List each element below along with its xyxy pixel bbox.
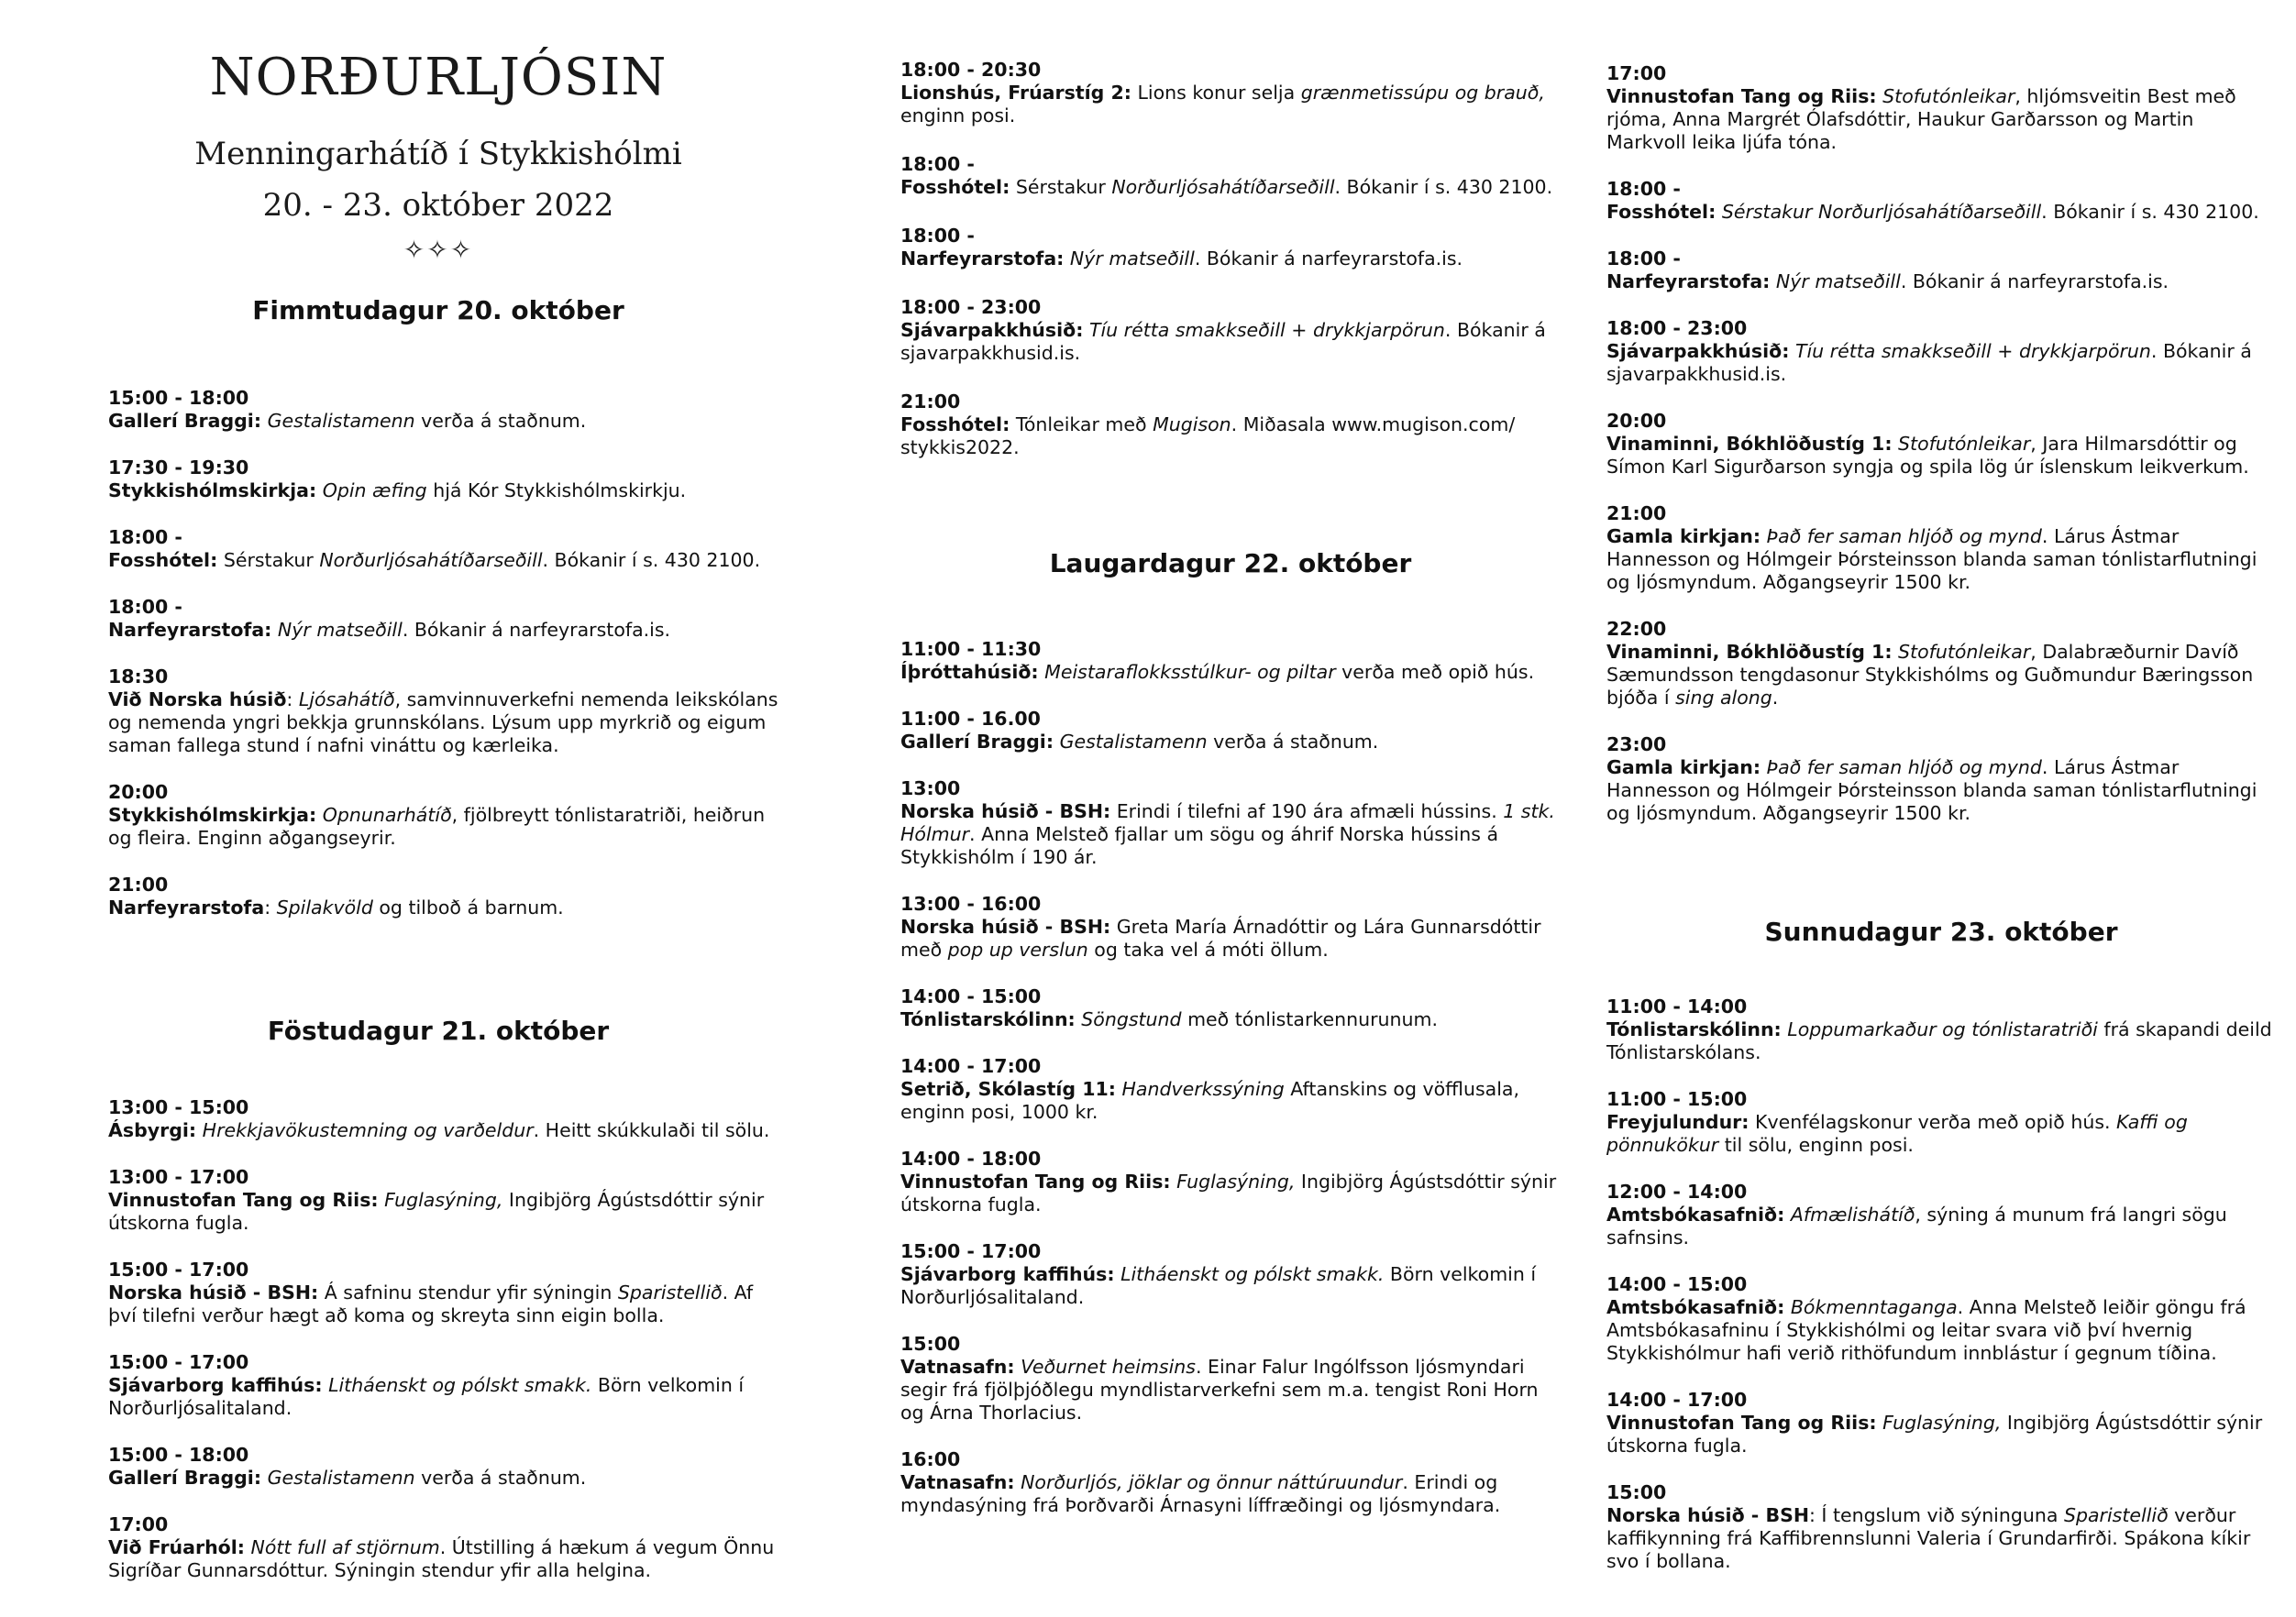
event-place: Íþróttahúsið: <box>900 661 1039 683</box>
event-text: . Anna Melsteð leiðir göngu frá Amtsbókasafninu í Stykkishólmi og leitar svara við því hvernig Stykkishólmur hafi verið rithöfundum innblástur í gegnum tíðina. <box>1606 1296 2246 1364</box>
event-place: Narfeyrarstofa <box>108 896 265 918</box>
event-text: . Bókanir á sjavarpakkhusid.is. <box>900 319 1546 364</box>
event-highlight: Tíu rétta smakkseðill + drykkjarpörun <box>1088 319 1445 341</box>
event-item <box>900 1240 1561 1309</box>
event-item <box>108 596 787 642</box>
event-time: 13:00 - 16:00 <box>900 893 1042 915</box>
event-place: Stykkishólmskirkja: <box>108 479 317 501</box>
event-time: 23:00 <box>1606 733 1667 755</box>
event-highlight: Tíu rétta smakkseðill + drykkjarpörun <box>1794 340 2151 362</box>
event-time: 17:00 <box>108 1513 169 1535</box>
event-item <box>108 1259 787 1327</box>
event-text: verður kaffikynning frá Kaffibrennslunni Valeria í Grundarfirði. Spákona kíkir svo í bollana. <box>1606 1504 2251 1572</box>
event-item <box>108 456 787 502</box>
event-highlight: Veðurnet heimsins <box>1021 1356 1196 1378</box>
event-text: Börn velkomin í Norðurljósalitaland. <box>900 1263 1537 1308</box>
event-highlight: Stofutónleikar <box>1898 641 2031 663</box>
event-highlight: Það fer saman hljóð og mynd <box>1766 525 2042 547</box>
event-highlight: Meistaraflokksstúlkur- og piltar <box>1044 661 1336 683</box>
event-list-friday-b <box>900 59 1561 459</box>
event-item <box>900 225 1561 270</box>
event-time: 11:00 - 14:00 <box>1606 996 1748 1018</box>
event-place: Amtsbókasafnið: <box>1606 1204 1785 1226</box>
event-highlight: 1 stk. Hólmur <box>900 800 1555 845</box>
event-text: . Bókanir á narfeyrarstofa.is. <box>1900 270 2169 292</box>
event-highlight: Ljósahátíð <box>298 688 395 710</box>
event-text: , samvinnuverkefni nemenda leikskólans og nemenda yngri bekkja grunnskólans. Lýsum upp myrkrið og eigum saman fallega stund í nafni vináttu og kærleika. <box>108 688 778 756</box>
event-time: 21:00 <box>900 390 961 412</box>
event-text: Börn velkomin í Norðurljósalitaland. <box>108 1374 745 1419</box>
event-place: Amtsbókasafnið: <box>1606 1296 1785 1318</box>
event-time: 14:00 - 17:00 <box>1606 1389 1748 1411</box>
event-item <box>108 1513 787 1582</box>
event-item <box>108 1351 787 1420</box>
event-place: Sjávarpakkhúsið: <box>900 319 1084 341</box>
event-text: , Jara Hilmarsdóttir og Símon Karl Sigurðarson syngja og spila lög úr íslenskum leikverkum. <box>1606 433 2249 478</box>
event-place: Vinnustofan Tang og Riis: <box>900 1171 1171 1193</box>
event-item <box>108 781 787 850</box>
event-time: 14:00 - 18:00 <box>900 1148 1042 1170</box>
event-place: Gamla kirkjan: <box>1606 525 1761 547</box>
event-place: Norska húsið - BSH: <box>108 1282 319 1304</box>
event-highlight: Norðurljós, jöklar og önnur náttúruundur <box>1021 1471 1403 1493</box>
page-subtitle: Menningarhátíð í Stykkishólmi <box>194 136 682 172</box>
event-item <box>900 153 1561 199</box>
event-text: , Dalabræðurnir Davíð Sæmundsson tengdasonur Stykkishólms og Guðmundur Bæringsson bjóða í <box>1606 641 2254 709</box>
event-text: , fjölbreytt tónlistaratriði, heiðrun og fleira. Enginn aðgangseyrir. <box>108 804 766 849</box>
event-text: . Bókanir á sjavarpakkhusid.is. <box>1606 340 2252 385</box>
event-place: Vinnustofan Tang og Riis: <box>108 1189 379 1211</box>
event-item <box>1606 62 2276 154</box>
event-place: Fosshótel: <box>900 413 1010 435</box>
event-text: Lions konur selja <box>1137 82 1301 104</box>
event-highlight: Norðurljósahátíðarseðill <box>1111 176 1335 198</box>
event-text: : Í tengslum við sýninguna <box>1809 1504 2064 1526</box>
event-item <box>900 985 1561 1031</box>
event-text: til sölu, enginn posi. <box>1718 1134 1914 1156</box>
event-place: Ásbyrgi: <box>108 1119 197 1141</box>
event-time: 20:00 <box>108 781 169 803</box>
event-place: Gallerí Braggi: <box>108 1467 262 1489</box>
event-highlight: Loppumarkaður og tónlistaratriði <box>1787 1018 2098 1040</box>
event-place: Vinnustofan Tang og Riis: <box>1606 85 1877 107</box>
event-highlight: Sparistellið <box>617 1282 723 1304</box>
event-highlight: grænmetissúpu og brauð, <box>1300 82 1545 104</box>
event-highlight: Nýr matseðill <box>1069 248 1195 270</box>
event-place: Tónlistarskólinn: <box>900 1008 1076 1030</box>
event-item <box>900 1148 1561 1216</box>
event-text: , hljómsveitin Best með rjóma, Anna Margrét Ólafsdóttir, Haukur Garðarsson og Martin Markvoll leika ljúfa tóna. <box>1606 85 2236 153</box>
event-time: 15:00 - 17:00 <box>108 1351 249 1373</box>
event-time: 15:00 - 18:00 <box>108 1444 249 1466</box>
event-time: 18:00 - 23:00 <box>900 296 1042 318</box>
event-item <box>900 1055 1561 1124</box>
event-time: 17:00 <box>1606 62 1667 84</box>
event-item <box>108 874 787 919</box>
event-time: 13:00 - 17:00 <box>108 1166 249 1188</box>
event-place: Við Norska húsið <box>108 688 287 710</box>
event-text: . Lárus Ástmar Hannesson og Hólmgeir Þórsteinsson blanda saman tónlistarflutningi og ljósmyndum. Aðgangseyrir 1500 kr. <box>1606 756 2257 824</box>
event-time: 18:00 - 23:00 <box>1606 317 1748 339</box>
event-text: og tilboð á barnum. <box>372 896 564 918</box>
event-text: . Bókanir á narfeyrarstofa.is. <box>1194 248 1463 270</box>
event-highlight: Nýr matseðill <box>277 619 403 641</box>
event-time: 18:00 - <box>108 526 182 548</box>
event-text: Ingibjörg Ágústsdóttir sýnir útskorna fugla. <box>108 1189 765 1234</box>
event-text: verða með opið hús. <box>1335 661 1535 683</box>
event-time: 13:00 - 15:00 <box>108 1096 249 1118</box>
event-place: Vinaminni, Bókhlöðustíg 1: <box>1606 641 1893 663</box>
event-time: 18:00 - <box>900 225 975 247</box>
event-text: . Heitt skúkkulaði til sölu. <box>533 1119 770 1141</box>
event-place: Tónlistarskólinn: <box>1606 1018 1782 1040</box>
event-place: Gallerí Braggi: <box>900 731 1054 753</box>
event-time: 14:00 - 17:00 <box>900 1055 1042 1077</box>
event-text: verða á staðnum. <box>414 1467 587 1489</box>
event-place: Narfeyrarstofa: <box>900 248 1065 270</box>
event-highlight: Söngstund <box>1081 1008 1182 1030</box>
festival-dates: 20. - 23. október 2022 <box>262 187 614 224</box>
event-text: . Útstilling á hækum á vegum Önnu Sigríðar Gunnarsdóttur. Sýningin stendur yfir alla helgina. <box>108 1536 775 1581</box>
event-highlight: Opnunarhátíð <box>322 804 452 826</box>
event-time: 16:00 <box>900 1448 961 1470</box>
event-time: 14:00 - 15:00 <box>900 985 1042 1007</box>
event-highlight: Bókmenntaganga <box>1790 1296 1958 1318</box>
event-time: 18:00 - <box>1606 248 1681 270</box>
event-highlight: sing along <box>1675 687 1772 709</box>
event-time: 15:00 - 17:00 <box>108 1259 249 1281</box>
event-item <box>1606 996 2276 1064</box>
event-time: 11:00 - 11:30 <box>900 638 1042 660</box>
day-heading-sunday: Sunnudagur 23. október <box>1764 917 2118 947</box>
event-text: . Miðasala www.mugison.com/ stykkis2022. <box>900 413 1516 458</box>
event-text: Aftanskins og vöfflusala, enginn posi, 1000 kr. <box>900 1078 1520 1123</box>
day-heading-friday: Föstudagur 21. október <box>267 1016 610 1046</box>
event-place: Fosshótel: <box>1606 201 1716 223</box>
event-item <box>108 1166 787 1235</box>
event-text: , sýning á munum frá langri sögu safnsins. <box>1606 1204 2227 1248</box>
event-text: Greta María Árnadóttir og Lára Gunnarsdóttir með <box>900 916 1541 961</box>
event-place: Fosshótel: <box>108 549 218 571</box>
event-place: Vinnustofan Tang og Riis: <box>1606 1412 1877 1434</box>
event-time: 11:00 - 16.00 <box>900 708 1041 730</box>
event-text: Á safninu stendur yfir sýningin <box>324 1282 618 1304</box>
event-time: 18:00 - 20:30 <box>900 59 1042 81</box>
event-place: Sjávarborg kaffihús: <box>900 1263 1115 1285</box>
event-text: Kvenfélagskonur verða með opið hús. <box>1755 1111 2117 1133</box>
event-highlight: pop up verslun <box>947 939 1088 961</box>
event-item <box>1606 733 2276 825</box>
event-highlight: Afmælishátíð <box>1790 1204 1915 1226</box>
event-list-sunday <box>1606 996 2276 1573</box>
event-item <box>1606 1088 2276 1157</box>
event-item <box>1606 1181 2276 1249</box>
event-text: . Lárus Ástmar Hannesson og Hólmgeir Þórsteinsson blanda saman tónlistarflutningi og ljósmyndum. Aðgangseyrir 1500 kr. <box>1606 525 2257 593</box>
event-text: Ingibjörg Ágústsdóttir sýnir útskorna fugla. <box>900 1171 1557 1216</box>
event-highlight: Mugison <box>1153 413 1231 435</box>
event-highlight: Litháenskt og pólskt smakk. <box>328 1374 592 1396</box>
event-list-thursday <box>108 387 787 919</box>
event-item <box>900 59 1561 127</box>
event-time: 20:00 <box>1606 410 1667 432</box>
event-place: Freyjulundur: <box>1606 1111 1750 1133</box>
day-heading-thursday: Fimmtudagur 20. október <box>252 295 624 325</box>
event-place: Gallerí Braggi: <box>108 410 262 432</box>
event-text: Tónleikar með <box>1015 413 1154 435</box>
event-item <box>900 638 1561 684</box>
event-text: Erindi í tilefni af 190 ára afmæli hússins. <box>1116 800 1504 822</box>
event-item <box>900 1448 1561 1517</box>
event-list-saturday-a <box>900 638 1561 1517</box>
event-highlight: Litháenskt og pólskt smakk. <box>1120 1263 1385 1285</box>
event-item <box>1606 248 2276 293</box>
event-text: . <box>1772 687 1779 709</box>
event-highlight: Norðurljósahátíðarseðill <box>319 549 543 571</box>
event-time: 21:00 <box>1606 502 1667 524</box>
event-place: Sjávarborg kaffihús: <box>108 1374 323 1396</box>
event-text: : <box>286 688 299 710</box>
event-text: . Erindi og myndasýning frá Þorðvarði Árnasyni líffræðingi og ljósmyndara. <box>900 1471 1501 1516</box>
event-highlight: Opin æfing <box>322 479 427 501</box>
event-item <box>108 1096 787 1142</box>
event-time: 18:00 - <box>900 153 975 175</box>
event-highlight: Hrekkjavökustemning og varðeldur <box>202 1119 534 1141</box>
event-time: 15:00 <box>1606 1481 1667 1503</box>
event-highlight: Nýr matseðill <box>1775 270 1901 292</box>
event-place: Sjávarpakkhúsið: <box>1606 340 1790 362</box>
event-text: . Bókanir á narfeyrarstofa.is. <box>402 619 671 641</box>
event-place: Norska húsið - BSH: <box>900 800 1111 822</box>
event-item <box>1606 1389 2276 1458</box>
event-highlight: Fuglasýning, <box>1176 1171 1296 1193</box>
event-highlight: Gestalistamenn <box>1059 731 1208 753</box>
event-place: Narfeyrarstofa: <box>1606 270 1771 292</box>
event-highlight: Fuglasýning, <box>1882 1412 2002 1434</box>
event-item <box>108 666 787 757</box>
event-highlight: Stofutónleikar <box>1882 85 2015 107</box>
event-text: með tónlistarkennurunum. <box>1181 1008 1439 1030</box>
event-highlight: Gestalistamenn <box>267 1467 415 1489</box>
event-highlight: Það fer saman hljóð og mynd <box>1766 756 2042 778</box>
event-place: Norska húsið - BSH: <box>900 916 1111 938</box>
event-text: . Bókanir í s. 430 2100. <box>2041 201 2259 223</box>
event-item <box>1606 618 2276 710</box>
event-item <box>1606 1481 2276 1573</box>
event-text: Sérstakur <box>223 549 320 571</box>
event-highlight: Handverkssýning <box>1121 1078 1285 1100</box>
event-text: Sérstakur <box>1015 176 1112 198</box>
event-time: 11:00 - 15:00 <box>1606 1088 1748 1110</box>
event-item <box>108 1444 787 1490</box>
event-text: . Einar Falur Ingólfsson ljósmyndari segir frá fjölþjóðlegu myndlistarverkefni sem m.a. tengist Roni Horn og Árna Thorlacius. <box>900 1356 1539 1424</box>
event-item <box>108 387 787 433</box>
event-highlight: Kaffi og pönnukökur <box>1606 1111 2188 1156</box>
event-item <box>1606 317 2276 386</box>
event-text: . Af því tilefni verður hægt að koma og skreyta sinn eigin bolla. <box>108 1282 754 1326</box>
event-text: . Bókanir í s. 430 2100. <box>542 549 761 571</box>
event-item <box>1606 1273 2276 1365</box>
event-item <box>900 708 1561 754</box>
event-time: 18:00 - <box>1606 178 1681 200</box>
event-place: Vatnasafn: <box>900 1356 1015 1378</box>
event-highlight: Spilakvöld <box>276 896 373 918</box>
ornament-stars: ✧✧✧ <box>403 235 474 265</box>
event-text: verða á staðnum. <box>414 410 587 432</box>
event-place: Við Frúarhól: <box>108 1536 245 1558</box>
event-place: Vinaminni, Bókhlöðustíg 1: <box>1606 433 1893 455</box>
event-list-friday-a <box>108 1096 787 1582</box>
event-highlight: Fuglasýning, <box>384 1189 503 1211</box>
event-place: Vatnasafn: <box>900 1471 1015 1493</box>
event-highlight: Gestalistamenn <box>267 410 415 432</box>
event-item <box>1606 502 2276 594</box>
event-highlight: Sparistellið <box>2063 1504 2169 1526</box>
event-item <box>900 777 1561 869</box>
event-text: : <box>264 896 277 918</box>
event-text: verða á staðnum. <box>1207 731 1379 753</box>
page-title: NORÐURLJÓSIN <box>209 48 668 107</box>
event-item <box>900 893 1561 962</box>
event-text: frá skapandi deild Tónlistarskólans. <box>1606 1018 2272 1063</box>
event-time: 13:00 <box>900 777 961 799</box>
event-highlight: Stofutónleikar <box>1898 433 2031 455</box>
event-item <box>1606 410 2276 478</box>
event-place: Setrið, Skólastíg 11: <box>900 1078 1116 1100</box>
event-place: Fosshótel: <box>900 176 1010 198</box>
event-highlight: Nótt full af stjörnum <box>250 1536 440 1558</box>
event-item <box>900 390 1561 459</box>
event-place: Lionshús, Frúarstíg 2: <box>900 82 1131 104</box>
event-time: 12:00 - 14:00 <box>1606 1181 1748 1203</box>
event-time: 15:00 - 17:00 <box>900 1240 1042 1262</box>
event-place: Gamla kirkjan: <box>1606 756 1761 778</box>
event-place: Stykkishólmskirkja: <box>108 804 317 826</box>
event-time: 14:00 - 15:00 <box>1606 1273 1748 1295</box>
event-item <box>1606 178 2276 224</box>
event-time: 17:30 - 19:30 <box>108 456 249 478</box>
event-item <box>900 1333 1561 1424</box>
event-text: . Bókanir í s. 430 2100. <box>1334 176 1553 198</box>
day-heading-saturday: Laugardagur 22. október <box>1049 548 1412 578</box>
event-time: 18:30 <box>108 666 169 688</box>
event-list-saturday-b <box>1606 62 2276 825</box>
event-place: Norska húsið - BSH <box>1606 1504 1809 1526</box>
event-text: hjá Kór Stykkishólmskirkju. <box>426 479 687 501</box>
event-text: . Anna Melsteð fjallar um sögu og áhrif Norska hússins á Stykkishólm í 190 ár. <box>900 823 1498 868</box>
event-text: og taka vel á móti öllum. <box>1087 939 1329 961</box>
event-text: enginn posi. <box>900 104 1016 126</box>
event-time: 15:00 <box>900 1333 961 1355</box>
event-highlight: Sérstakur Norðurljósahátíðarseðill <box>1721 201 2042 223</box>
event-time: 18:00 - <box>108 596 182 618</box>
event-item <box>108 526 787 572</box>
event-time: 15:00 - 18:00 <box>108 387 249 409</box>
event-text: Ingibjörg Ágústsdóttir sýnir útskorna fugla. <box>1606 1412 2263 1457</box>
event-item <box>900 296 1561 365</box>
event-place: Narfeyrarstofa: <box>108 619 272 641</box>
event-time: 22:00 <box>1606 618 1667 640</box>
event-time: 21:00 <box>108 874 169 896</box>
